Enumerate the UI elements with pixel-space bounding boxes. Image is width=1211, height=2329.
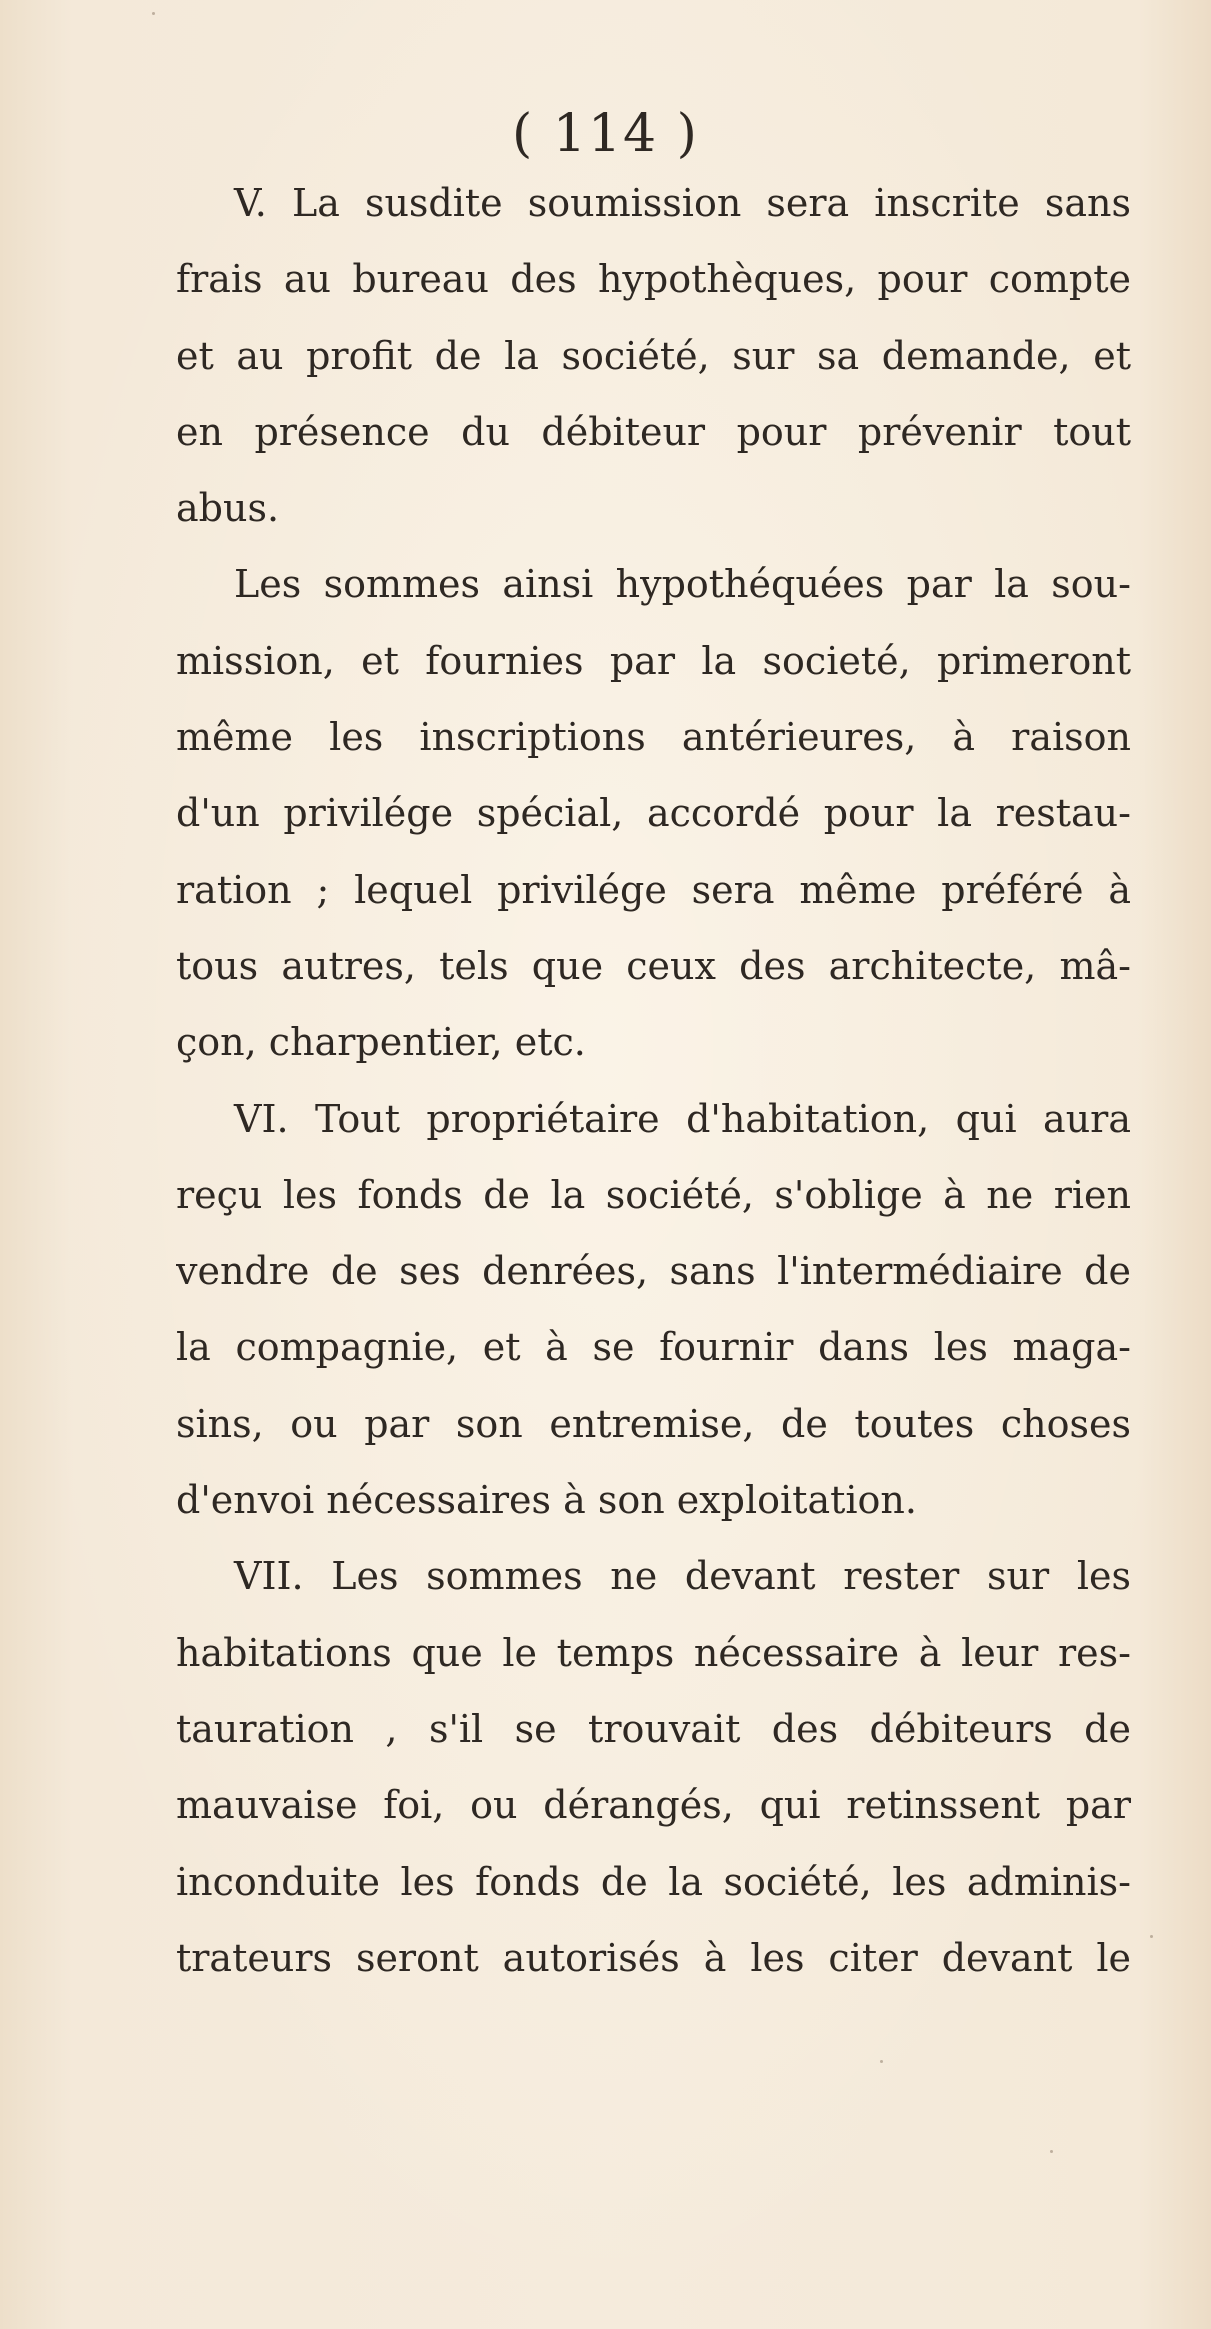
- text-line: reçu les fonds de la société, s'oblige à ne rien: [176, 1172, 1131, 1217]
- text-line: frais au bureau des hypothèques, pour compte: [176, 257, 1131, 302]
- text-line: trateurs seront autorisés à les citer devant le: [176, 1935, 1131, 1980]
- text-line: tous autres, tels que ceux des architecte, mâ-: [176, 943, 1131, 988]
- text-line: même les inscriptions antérieures, à raison: [176, 715, 1131, 760]
- text-line: inconduite les fonds de la société, les adminis-: [176, 1859, 1131, 1904]
- body-text: [176, 165, 1131, 1996]
- text-line: d'un privilége spécial, accordé pour la restau-: [176, 791, 1131, 836]
- text-line: VI. Tout propriétaire d'habitation, qui aura: [234, 1096, 1131, 1141]
- text-line: la compagnie, et à se fournir dans les maga-: [176, 1325, 1131, 1370]
- text-line: en présence du débiteur pour prévenir tout: [176, 409, 1131, 454]
- page-number: ( 114 ): [512, 104, 699, 164]
- paper-speck: [1150, 1935, 1153, 1938]
- text-line: çon, charpentier, etc.: [176, 1020, 586, 1065]
- text-line: tauration , s'il se trouvait des débiteurs de: [176, 1706, 1131, 1751]
- paper-speck: [1050, 2150, 1053, 2153]
- text-line: Les sommes ainsi hypothéquées par la sou-: [234, 562, 1131, 607]
- text-line: habitations que le temps nécessaire à leur res-: [176, 1630, 1131, 1675]
- text-line: et au profit de la société, sur sa demande, et: [176, 333, 1131, 378]
- text-line: vendre de ses denrées, sans l'intermédiaire de: [176, 1249, 1131, 1294]
- text-line: mission, et fournies par la societé, primeront: [176, 638, 1131, 683]
- text-line: ration ; lequel privilége sera même préféré à: [176, 867, 1131, 912]
- text-line: sins, ou par son entremise, de toutes choses: [176, 1401, 1131, 1446]
- text-line: abus.: [176, 486, 280, 531]
- text-line: mauvaise foi, ou dérangés, qui retinssent par: [176, 1783, 1131, 1828]
- text-line: V. La susdite soumission sera inscrite sans: [234, 181, 1131, 225]
- text-line: VII. Les sommes ne devant rester sur les: [234, 1554, 1131, 1599]
- paper-speck: [152, 12, 155, 15]
- text-line: d'envoi nécessaires à son exploitation.: [176, 1478, 917, 1523]
- paper-speck: [880, 2060, 883, 2063]
